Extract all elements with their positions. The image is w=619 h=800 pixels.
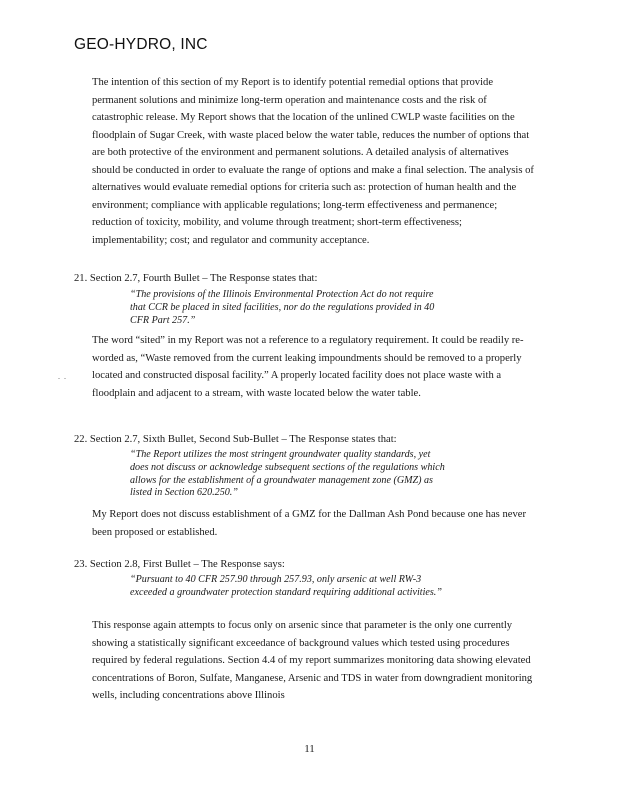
page-number: 11 — [304, 743, 315, 755]
item-21-heading: 21. Section 2.7, Fourth Bullet – The Response states that: — [74, 273, 318, 284]
company-header: GEO-HYDRO, INC — [74, 36, 208, 53]
item-23-quote: “Pursuant to 40 CFR 257.90 through 257.93, only arsenic at well RW-3 exceeded a groundwater protection standard requiring additional activities.” — [130, 574, 442, 598]
margin-mark: . . — [58, 372, 67, 381]
item-22-quote: “The Report utilizes the most stringent groundwater quality standards, yet does not discuss or acknowledge subsequent sections of the regulations which allows for the establishment of a groundwater management zone (GMZ) as listed in Section 620.250.” — [130, 449, 445, 499]
item-21-response: The word “sited” in my Report was not a reference to a regulatory requirement. It could be readily re-worded as, “Waste removed from the current leaking impoundments should be removed to a properly located and constructed disposal facility.” A properly located facility does not place waste with a floodplain and adjacent to a stream, with waste located below the water table. — [92, 335, 524, 399]
item-21-quote: “The provisions of the Illinois Environmental Protection Act do not require that CCR be placed in sited facilities, nor do the regulations provided in 40 CFR Part 257.” — [130, 289, 435, 326]
item-23-response: This response again attempts to focus only on arsenic since that parameter is the only one currently showing a statistically significant exceedance of background values which tested using procedures required by federal regulations. Section 4.4 of my report summarizes monitoring data showing elevated concentrations of Boron, Sulfate, Manganese, Arsenic and TDS in water from downgradient monitoring wells, including concentrations above Illinois — [92, 620, 533, 701]
intro-paragraph: The intention of this section of my Report is to identify potential remedial options that provide permanent solutions and minimize long-term operation and maintenance costs and the risk of catastrophic release. My Report shows that the location of the unlined CWLP waste facilities on the floodplain of Sugar Creek, with waste placed below the water table, reduces the number of options that are both protective of the environment and permanent solutions. A detailed analysis of alternatives should be conducted in order to evaluate the range of options and make a final selection. The analysis of alternatives would evaluate remedial options for criteria such as: protection of human health and the environment; compliance with applicable regulations; long-term effectiveness and permanence; reduction of toxicity, mobility, and volume through treatment; short-term effectiveness; implementability; cost; and regulator and community acceptance. — [92, 77, 534, 246]
item-22-response: My Report does not discuss establishment of a GMZ for the Dallman Ash Pond because one has never been proposed or established. — [92, 509, 526, 538]
item-23-heading: 23. Section 2.8, First Bullet – The Response says: — [74, 559, 285, 570]
item-22-heading: 22. Section 2.7, Sixth Bullet, Second Sub-Bullet – The Response states that: — [74, 434, 397, 445]
